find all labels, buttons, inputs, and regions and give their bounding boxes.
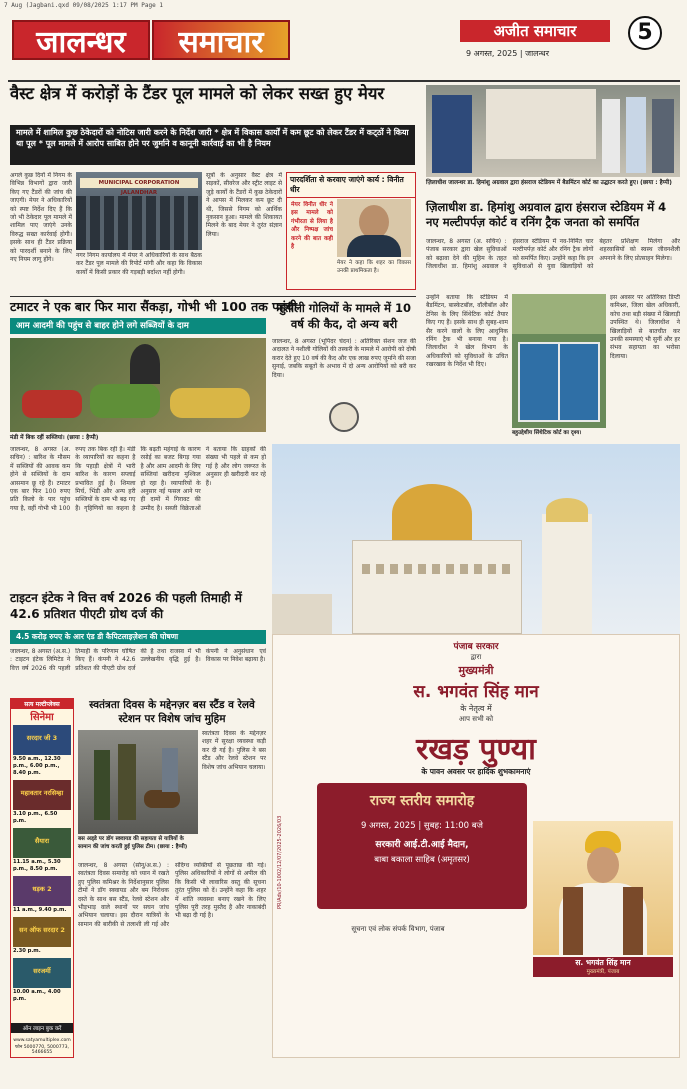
movie-name: महावतार नरसिम्हा [20,789,64,797]
print-slug: 7 Aug (Jagbani.qxd 09/08/2025 1:17 PM Page 1 [4,2,163,9]
page-number: 5 [628,16,662,50]
lead-column-3: सूत्रों के अनुसार वैस्ट क्षेत्र में सड़कों, सीवरेज और स्ट्रीट लाइट से जुड़े कार्यों के टैंडरों में कुछ ठेकेदारों ने आपस में मिलकर कम छूट दी थी, जिससे निगम को आर्थिक नुकसान हुआ। मामले की शिकायत मिलने के बाद मेयर ने तुरंत संज्ञान लिया। [206,172,282,238]
cinema-movie [13,876,71,914]
corporation-sign: MUNICIPAL CORPORATION JALANDHAR [80,178,198,188]
movie-name: सन ऑफ सरदार 2 [19,926,65,934]
cinema-title: सिनेमा [30,712,54,723]
issue-date: 9 अगस्त, 2025 | जालन्धर [466,49,549,58]
stadium-inauguration-photo [426,85,680,177]
ad-code: PR/Adv/10-1002/12/07/2025-2026/03 [277,815,283,909]
ad-date-time: 9 अगस्त, 2025 | सुबह: 11:00 बजे [361,821,483,831]
stadium-body-left: उन्होंने बताया कि स्टेडियम में बैडमिंटन, बास्केटबॉल, वॉलीबॉल और टेनिस के लिए सिंथेटिक कोर्ट तैयार किए गए हैं। इसके साथ ही सुबह-शाम सैर करने वालों के लिए आधुनिक रनिंग ट्रैक भी बनाया गया है। जिलाधीश ने खेल विभाग के अधिकारियों को सुविधाओं के उचित रखरखाव के निर्देश भी दिए। [426,294,508,369]
titan-strip: 4.5 करोड़ रुपए के आर एंड डी कैपिटलाइज़ेशन की घोषणा [10,630,266,644]
railway-body-right: स्वतंत्रता दिवस के मद्देनज़र शहर में सुरक्षा व्यवस्था कड़ी कर दी गई है। पुलिस ने बस स्टैंड और रेलवे स्टेशन पर विशेष जांच अभियान चलाया। [202,730,266,771]
mayor-box-title: पारदर्शिता से करवाए जाएंगे कार्य : विनीत धीर [287,173,415,198]
dog-squad-photo [78,730,198,834]
ad-org: पंजाब सरकार [453,642,499,652]
lead-strip: मामले में शामिल कुछ ठेकेदारों को नोटिस जारी करने के निर्देश जारी * क्षेत्र में विकास कार्यों में कम छूट को लेकर टैंडर में कट्‌ठों ने किया था पूल * पूल मामले में आरोप साबित होने पर जुर्माने व कानूनी कार्रवाई का भी है नियम [10,125,415,165]
ad-event: राज्य स्तरीय समारोह [369,793,475,809]
movie-showtimes: 9.50 a.m., 12.30 p.m., 6.00 p.m., 8.40 p.m. [13,756,61,776]
stadium-headline: ज़िलाधीश डा. हिमांशु अग्रवाल द्वारा हंसराज स्टेडियम में 4 नए मल्टीपर्पज़ कोर्ट व रनिंग ट्रैक जनता को समर्पित [426,200,667,229]
movie-showtimes: 11 a.m., 9.40 p.m. [13,907,67,913]
drugs-body: जालन्धर, 8 अगस्त (भूपिंदर चंदन) : अतिरिक्त सेशन जज की अदालत ने नशीली गोलियों की तस्करी के मामले में आरोपी को दोषी करार देते हुए 10 वर्ष की कैद और एक लाख रुपए जुर्माने की सजा सुनाई, जबकि सबूतों के अभाव में दो अन्य आरोपियों को बरी कर दिया। [272,338,416,379]
cm-photo-label [533,957,673,977]
cinema-phone: फोन 5000770, 5000773, 5466655 [14,1045,70,1055]
dog-squad-caption: बस अड्‌डे पर डॉग स्क्वायड की सहायता से यात्रियों के सामान की जांच करती हुई पुलिस टीम। (छाया : हैप्पी) [78,836,188,850]
golden-temple-illustration [272,444,680,634]
lead-column-1: अगले कुछ दिनों में निगम के विभिन्न विभागों द्वारा जारी किए गए टैंडरों की जांच की जाएगी। मेयर ने अधिकारियों को स्पष्ट निर्देश दिए हैं कि जो भी ठेकेदार पूल मामले में शामिल पाए जाएंगे उनके विरुद्ध सख्त कार्रवाई होगी। इसके साथ ही टैंडर प्रक्रिया को पारदर्शी बनाने के लिए नए नियम लागू होंगे। [10,172,72,264]
movie-name: सैयारा [34,837,50,845]
cinema-list [11,725,73,1003]
punjab-govt-ad [272,634,680,1058]
movie-poster [13,828,71,858]
railway-body: जालन्धर, 8 अगस्त (सोनू/अ.स.) : स्वतंत्रता दिवस समारोह को ध्यान में रखते हुए पुलिस कमिश्नर के निर्देशानुसार पुलिस टीमों ने डॉग स्क्वायड और बम निरोधक दस्ते के साथ बस स्टैंड, रेलवे स्टेशन और भीड़भाड़ वाले स्थानों पर सघन जांच अभियान चलाया। इस दौरान यात्रियों के सामान की बारीकी से तलाशी ली गई और संदिग्ध व्यक्तियों से पूछताछ की गई। पुलिस अधिकारियों ने लोगों से अपील की कि किसी भी लावारिस वस्तु की सूचना तुरंत पुलिस को दें। उन्होंने कहा कि शहर में शांति व्यवस्था बनाए रखने के लिए पुलिस पूरी तरह मुस्तैद है और नाकाबंदी भी बढ़ा दी गई है। [78,862,266,928]
stadium-photo-caption: ज़िलाधीश जालन्धर डा. हिमांशु अग्रवाल द्वारा हंसराज स्टेडियम में बैडमिंटन कोर्ट का उद्घाटन करते हुए। (छाया : हैप्पी) [426,180,672,186]
cinema-movie [13,828,71,873]
ad-festival: रखड़ पुण्या [416,732,536,767]
ad-venue: सरकारी आई.टी.आई मैदान, [375,840,469,850]
court-photo-caption: बहुउद्देशीय सिंथेटिक कोर्ट का दृश्य। [512,430,582,436]
court-photo [512,294,606,428]
emblem-area [272,402,416,442]
cinema-brand: सत्य मल्टीप्लेक्स [11,699,73,709]
titan-body: जालन्धर, 8 अगस्त (अ.स.) : टाइटन इंटेक लिमिटेड ने वित्त वर्ष 2026 की पहली तिमाही के परिणाम घोषित किए हैं। कंपनी ने 42.6 प्रतिशत की पीएटी ग्रोथ दर्ज की है तथा राजस्व में भी उल्लेखनीय वृद्धि हुई है। कंपनी ने अनुसंधान एवं विकास पर निवेश बढ़ाया है। [10,648,266,672]
movie-poster [13,876,71,906]
cinema-movie [13,780,71,825]
cinema-box [10,698,74,1058]
masthead-rule [8,80,680,82]
movie-poster [13,958,71,988]
movie-poster [13,780,71,810]
mayor-quote: मेयर विनीत धीर ने इस मामले को गंभीरता से लिया है और निष्पक्ष जांच करने की बात कही है [291,202,333,251]
paper-name: अजीत समाचार [460,20,610,42]
vegetable-market-photo [10,338,266,432]
ad-wishes: के पावन अवसर पर हार्दिक शुभकामनाएं [421,767,531,776]
cinema-website[interactable]: www.satyamultiplex.com [13,1038,71,1043]
movie-poster [13,725,71,755]
tomato-body: जालन्धर, 8 अगस्त (अ. सचिन) : बारिश के मौसम में सब्जियों की आवक कम होने से सब्जियों के दाम आसमान छू रहे हैं। टमाटर एक बार फिर 100 रुपए प्रति किलो के पार पहुंच गया है, वहीं गोभी भी 100 रुपए तक बिक रही है। मंडी के व्यापारियों का कहना है कि पहाड़ी क्षेत्रों में भारी बारिश के कारण सप्लाई प्रभावित हुई है। शिमला मिर्च, भिंडी और अन्य हरी सब्जियों के दाम भी बढ़ गए हैं। गृहिणियों का कहना है कि बढ़ती महंगाई के कारण रसोई का बजट बिगड़ गया है और आम आदमी के लिए सब्जियां खरीदना मुश्किल हो रहा है। व्यापारियों के अनुसार नई फसल आने पर ही दामों में गिरावट की उम्मीद है। सब्जी विक्रेताओं ने बताया कि ग्राहकों की संख्या भी पहले से कम हो गई है और लोग जरूरत के अनुसार ही खरीदारी कर रहे हैं। [10,446,266,512]
movie-name: सरजमीं [33,967,51,975]
ad-footer: सूचना एवं लोक संपर्क विभाग, पंजाब [351,925,445,933]
tomato-headline: टमाटर ने एक बार फिर मारा सैंकड़ा, गोभी भी 100 तक पहुंची [10,299,298,314]
lead-photo-building [76,172,202,250]
drugs-headline: नशीली गोलियों के मामले में 10 वर्ष की कैद, दो अन्य बरी [276,301,412,331]
cm-photo [533,821,673,955]
tomato-strip: आम आदमी की पहुंच से बाहर होने लगे सब्जियों के दाम [10,318,266,334]
ad-cm-name: स. भगवंत सिंह मान [413,682,539,702]
ad-event-panel [317,783,527,909]
cinema-movie [13,725,71,777]
mayor-box [286,172,416,290]
lead-column-2: नगर निगम कार्यालय में मेयर ने अधिकारियों के साथ बैठक कर टैंडर पूल मामले की रिपोर्ट मांगी और कहा कि विकास कार्यों में किसी प्रकार की गड़बड़ी बर्दाश्त नहीं होगी। [76,252,202,276]
railway-headline: स्वतंत्रता दिवस के मद्देनज़र बस स्टैंड व रेलवे स्टेशन पर विशेष जांच मुहिम [89,699,255,725]
lead-headline: वैस्ट क्षेत्र में करोड़ों के टैंडर पूल मामले को लेकर सख्त हुए मेयर [10,84,385,103]
movie-showtimes: 3.10 p.m., 6.50 p.m. [13,811,58,824]
cm-photo-title: मुख्यमंत्री, पंजाब [586,969,620,975]
stadium-body-right: इस अवसर पर अतिरिक्त डिप्टी कमिश्नर, जिला खेल अधिकारी, कोच तथा बड़ी संख्या में खिलाड़ी उपस्थित थे। जिलाधीश ने खिलाड़ियों से बातचीत कर उनकी समस्याएं भी सुनीं और हर संभव सहायता का भरोसा दिलाया। [610,294,680,360]
punjab-emblem-icon [329,402,359,432]
movie-name: सरदार जी 3 [26,734,58,742]
cinema-movie [13,958,71,1003]
stadium-body-top: जालन्धर, 8 अगस्त (अ. सचिन) : पंजाब सरकार द्वारा खेल सुविधाओं को बढ़ावा देने की मुहिम के तहत जिलाधीश डा. हिमांशु अग्रवाल ने हंसराज स्टेडियम में नव-निर्मित चार मल्टीपर्पज़ कोर्ट और रनिंग ट्रैक लोगों को समर्पित किए। उन्होंने कहा कि इन सुविधाओं से युवा खिलाड़ियों को बेहतर प्रशिक्षण मिलेगा और शहरवासियों को स्वस्थ जीवनशैली अपनाने के लिए प्रोत्साहन मिलेगा। [426,238,680,271]
cinema-booking: ऑन लाइन बुक करें [11,1023,73,1033]
vegetable-photo-caption: मंडी में बिक रहीं सब्जियां। (छाया : हैप्पी) [10,435,99,441]
cinema-movie [13,917,71,955]
ad-leadership: के नेतृत्व में [460,704,492,713]
movie-poster [13,917,71,947]
cm-photo-name: स. भगवंत सिंह मान [575,958,631,967]
ad-place: बाबा बकाला साहिब (अमृतसर) [374,855,470,865]
movie-name: धड़क 2 [32,885,52,893]
mayor-box-body: मेयर ने कहा कि शहर का विकास उनकी प्राथमिकता है। [337,260,411,275]
masthead-right-word: समाचार [152,20,290,60]
movie-showtimes: 2.30 p.m. [13,948,41,954]
ad-invite: आप सभी को [458,715,494,723]
mayor-photo [337,199,411,257]
titan-headline: टाइटन इंटेक ने वित्त वर्ष 2026 की पहली तिमाही में 42.6 प्रतिशत पीएटी ग्रोथ दर्ज की [10,591,242,621]
ad-by: द्वारा [470,653,482,661]
masthead [0,14,687,78]
movie-showtimes: 10.00 a.m., 4.00 p.m. [13,989,61,1002]
movie-showtimes: 11.15 a.m., 5.30 p.m., 8.50 p.m. [13,859,61,872]
ad-cm-title: मुख्यमंत्री [458,664,494,677]
masthead-left-word: जालन्धर [12,20,150,60]
